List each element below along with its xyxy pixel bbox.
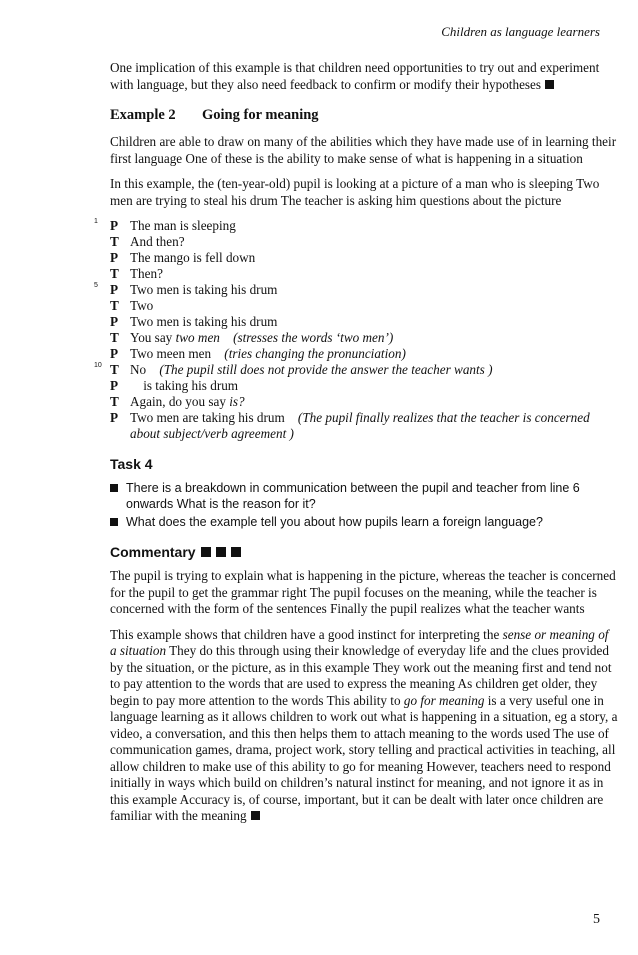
dialogue-line — [110, 378, 618, 394]
stage-note: (The pupil still does not provide the answer the teacher wants ) — [146, 362, 493, 377]
utterance: Then? — [130, 266, 163, 281]
utterance: The man is sleeping — [130, 218, 236, 233]
stage-note: (stresses the words ‘two men’) — [219, 330, 394, 345]
line-number: 10 — [94, 362, 102, 369]
speaker-label: P — [110, 282, 119, 297]
end-square-icon — [251, 811, 260, 820]
speaker-label: P — [110, 410, 119, 425]
dialogue-line — [94, 218, 618, 234]
utterance: Two men are taking his drum (The pupil finally realizes that the teacher is concerned about subject/verb agreement ) — [130, 410, 590, 441]
dialogue-line — [110, 266, 618, 282]
utterance: Two meen men (tries changing the pronunciation) — [130, 346, 406, 361]
speaker-label: P — [110, 218, 119, 233]
utterance: The mango is fell down — [130, 250, 256, 265]
commentary-paragraph-1: The pupil is trying to explain what is happening in the picture, whereas the teacher is concerned for the pupil to get the grammar right The pupil focuses on the meaning, while the teacher is concerned with the form of the sentences Finally the pupil realizes what the teacher wants — [110, 568, 616, 616]
example-paragraph-1: Children are able to draw on many of the abilities which they have made use of in learning their first language One of these is the ability to make sense of what is happening in a situation — [110, 134, 617, 166]
commentary-heading: Commentary — [110, 544, 618, 560]
dialogue-line — [110, 298, 618, 314]
dialogue-line — [110, 394, 618, 410]
utterance: Again, do you say is? — [130, 394, 245, 409]
task-bullet: There is a breakdown in communication between the pupil and teacher from line 6 onwards What is the reason for it? — [110, 480, 618, 512]
example-heading — [110, 107, 618, 124]
stage-note: (The pupil finally realizes that the teacher is concerned about subject/verb agreement ) — [130, 410, 590, 441]
speaker-label: P — [110, 378, 119, 393]
page-number: 5 — [593, 912, 600, 927]
dialogue-line — [94, 282, 618, 298]
bullet-square-icon — [110, 518, 118, 526]
square-icon — [201, 547, 211, 557]
utterance: You say two men (stresses the words ‘two men’) — [130, 330, 394, 345]
dialogue-line — [110, 250, 618, 266]
bullet-square-icon — [110, 484, 118, 492]
speaker-label: P — [110, 314, 119, 329]
dialogue-line — [110, 314, 618, 330]
example-paragraph-2: In this example, the (ten-year-old) pupil is looking at a picture of a man who is sleeping Two men are trying to steal his drum The teacher is asking him questions about the picture — [110, 176, 600, 208]
speaker-label: P — [110, 250, 119, 265]
square-icon — [231, 547, 241, 557]
utterance: Two men is taking his drum — [130, 314, 278, 329]
commentary-paragraph-2: This example shows that children have a good instinct for interpreting the sense or meaning of a situation They do this through using their knowledge of everyday life and the clues provided by the situation, or the picture, as in this example They work out the meaning first and tend not to pay attention to the words that are used to express the meaning As children get older, they begin to pay more attention to the words This ability to go for meaning is a very useful one in language learning as it allows children to work out what is happening in a situation, eg a story, a video, a conversation, and this then helps them to attach meaning to the words used The use of communication games, drama, project work, story telling and practical activities in teaching, all allow children to make use of this ability to go for meaning However, teachers need to respond initially in ways which build on children’s natural instinct for meaning, and not ignore it as in this example Accuracy is, of course, important, but it can be dealt with later once children are familiar with the meaning — [110, 626, 618, 823]
utterance: And then? — [130, 234, 185, 249]
task-bullet: What does the example tell you about how pupils learn a foreign language? — [110, 514, 618, 530]
dialogue-line — [94, 362, 618, 378]
line-number: 1 — [94, 218, 98, 225]
example-title: Going for meaning — [202, 107, 319, 123]
dialogue-line — [110, 234, 618, 250]
utterance: is taking his drum — [130, 378, 239, 393]
dialogue-transcript — [94, 218, 618, 442]
line-number: 5 — [94, 282, 98, 289]
task-bullets — [110, 480, 618, 530]
dialogue-line — [110, 410, 618, 442]
utterance: Two — [130, 298, 154, 313]
speaker-label: T — [110, 234, 119, 249]
end-square-icon — [545, 80, 554, 89]
intro-paragraph: One implication of this example is that children need opportunities to try out and experiment with language, but they also need feedback to confirm or modify their hypotheses — [110, 60, 600, 92]
running-header: Children as language learners — [441, 24, 600, 39]
example-label: Example 2 — [110, 107, 176, 123]
stage-note: (tries changing the pronunciation) — [211, 346, 406, 361]
speaker-label: T — [110, 266, 119, 281]
speaker-label: P — [110, 346, 119, 361]
dialogue-line — [110, 330, 618, 346]
page-body — [94, 60, 618, 834]
utterance: Two men is taking his drum — [130, 282, 278, 297]
task-heading: Task 4 — [110, 456, 153, 472]
speaker-label: T — [110, 394, 119, 409]
speaker-label: T — [110, 298, 119, 313]
speaker-label: T — [110, 362, 119, 377]
utterance: No (The pupil still does not provide the answer the teacher wants ) — [130, 362, 493, 377]
dialogue-line — [110, 346, 618, 362]
square-icon — [216, 547, 226, 557]
speaker-label: T — [110, 330, 119, 345]
